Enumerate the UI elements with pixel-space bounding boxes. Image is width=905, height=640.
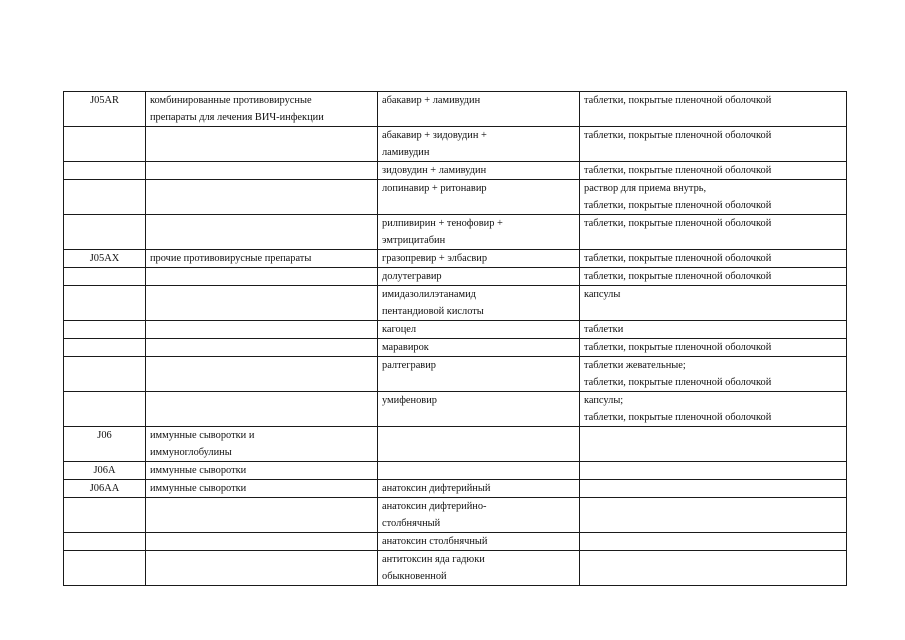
- dosage-form-cell: таблетки: [580, 321, 847, 339]
- table-row: [64, 427, 847, 462]
- drug-name-cell: зидовудин + ламивудин: [378, 162, 580, 180]
- atc-code-cell: [64, 286, 146, 321]
- drug-table: [63, 91, 847, 586]
- dosage-form-cell: таблетки, покрытые пленочной оболочкой: [580, 127, 847, 162]
- table-row: [64, 162, 847, 180]
- group-name-cell: [146, 286, 378, 321]
- dosage-form-cell: капсулы: [580, 286, 847, 321]
- dosage-form-cell: [580, 551, 847, 586]
- table-row: [64, 533, 847, 551]
- table-row: [64, 286, 847, 321]
- drug-name-cell: кагоцел: [378, 321, 580, 339]
- dosage-form-cell: капсулы; таблетки, покрытые пленочной оболочкой: [580, 392, 847, 427]
- atc-code-cell: [64, 321, 146, 339]
- atc-code-cell: [64, 498, 146, 533]
- dosage-form-cell: таблетки, покрытые пленочной оболочкой: [580, 162, 847, 180]
- drug-name-cell: лопинавир + ритонавир: [378, 180, 580, 215]
- group-name-cell: [146, 127, 378, 162]
- atc-code-cell: [64, 357, 146, 392]
- table-row: [64, 392, 847, 427]
- atc-code-cell: [64, 551, 146, 586]
- group-name-cell: [146, 533, 378, 551]
- drug-name-cell: абакавир + ламивудин: [378, 92, 580, 127]
- dosage-form-cell: таблетки, покрытые пленочной оболочкой: [580, 215, 847, 250]
- dosage-form-cell: таблетки жевательные; таблетки, покрытые пленочной оболочкой: [580, 357, 847, 392]
- group-name-cell: иммунные сыворотки: [146, 462, 378, 480]
- drug-name-cell: абакавир + зидовудин + ламивудин: [378, 127, 580, 162]
- atc-code-cell: [64, 180, 146, 215]
- table-row: [64, 321, 847, 339]
- drug-name-cell: долутегравир: [378, 268, 580, 286]
- drug-name-cell: анатоксин столбнячный: [378, 533, 580, 551]
- table-row: [64, 250, 847, 268]
- table-row: [64, 180, 847, 215]
- drug-name-cell: анатоксин дифтерийный: [378, 480, 580, 498]
- table-row: [64, 268, 847, 286]
- atc-code-cell: J05AX: [64, 250, 146, 268]
- drug-name-cell: [378, 427, 580, 462]
- group-name-cell: [146, 339, 378, 357]
- atc-code-cell: J06A: [64, 462, 146, 480]
- dosage-form-cell: таблетки, покрытые пленочной оболочкой: [580, 268, 847, 286]
- drug-name-cell: умифеновир: [378, 392, 580, 427]
- table-row: [64, 551, 847, 586]
- table-row: [64, 92, 847, 127]
- table-row: [64, 357, 847, 392]
- group-name-cell: [146, 162, 378, 180]
- drug-name-cell: имидазолилэтанамид пентандиовой кислоты: [378, 286, 580, 321]
- drug-name-cell: ралтегравир: [378, 357, 580, 392]
- atc-code-cell: [64, 268, 146, 286]
- atc-code-cell: J05AR: [64, 92, 146, 127]
- dosage-form-cell: [580, 462, 847, 480]
- drug-name-cell: анатоксин дифтерийно- столбнячный: [378, 498, 580, 533]
- dosage-form-cell: [580, 480, 847, 498]
- atc-code-cell: [64, 392, 146, 427]
- dosage-form-cell: [580, 533, 847, 551]
- group-name-cell: [146, 551, 378, 586]
- drug-name-cell: рилпивирин + тенофовир + эмтрицитабин: [378, 215, 580, 250]
- table-row: [64, 462, 847, 480]
- drug-name-cell: маравирок: [378, 339, 580, 357]
- atc-code-cell: [64, 339, 146, 357]
- group-name-cell: [146, 268, 378, 286]
- drug-name-cell: антитоксин яда гадюки обыкновенной: [378, 551, 580, 586]
- dosage-form-cell: раствор для приема внутрь, таблетки, покрытые пленочной оболочкой: [580, 180, 847, 215]
- group-name-cell: [146, 180, 378, 215]
- drug-name-cell: [378, 462, 580, 480]
- group-name-cell: иммунные сыворотки и иммуноглобулины: [146, 427, 378, 462]
- table-row: [64, 480, 847, 498]
- dosage-form-cell: таблетки, покрытые пленочной оболочкой: [580, 92, 847, 127]
- table-row: [64, 127, 847, 162]
- atc-code-cell: [64, 162, 146, 180]
- group-name-cell: [146, 392, 378, 427]
- atc-code-cell: [64, 215, 146, 250]
- group-name-cell: [146, 498, 378, 533]
- table-body: [64, 92, 847, 586]
- group-name-cell: иммунные сыворотки: [146, 480, 378, 498]
- drug-name-cell: гразопревир + элбасвир: [378, 250, 580, 268]
- dosage-form-cell: [580, 427, 847, 462]
- group-name-cell: [146, 321, 378, 339]
- group-name-cell: [146, 215, 378, 250]
- group-name-cell: комбинированные противовирусные препараты для лечения ВИЧ-инфекции: [146, 92, 378, 127]
- dosage-form-cell: таблетки, покрытые пленочной оболочкой: [580, 339, 847, 357]
- atc-code-cell: [64, 127, 146, 162]
- atc-code-cell: J06AA: [64, 480, 146, 498]
- atc-code-cell: [64, 533, 146, 551]
- dosage-form-cell: таблетки, покрытые пленочной оболочкой: [580, 250, 847, 268]
- table-row: [64, 498, 847, 533]
- group-name-cell: [146, 357, 378, 392]
- atc-code-cell: J06: [64, 427, 146, 462]
- table-row: [64, 339, 847, 357]
- dosage-form-cell: [580, 498, 847, 533]
- table-row: [64, 215, 847, 250]
- group-name-cell: прочие противовирусные препараты: [146, 250, 378, 268]
